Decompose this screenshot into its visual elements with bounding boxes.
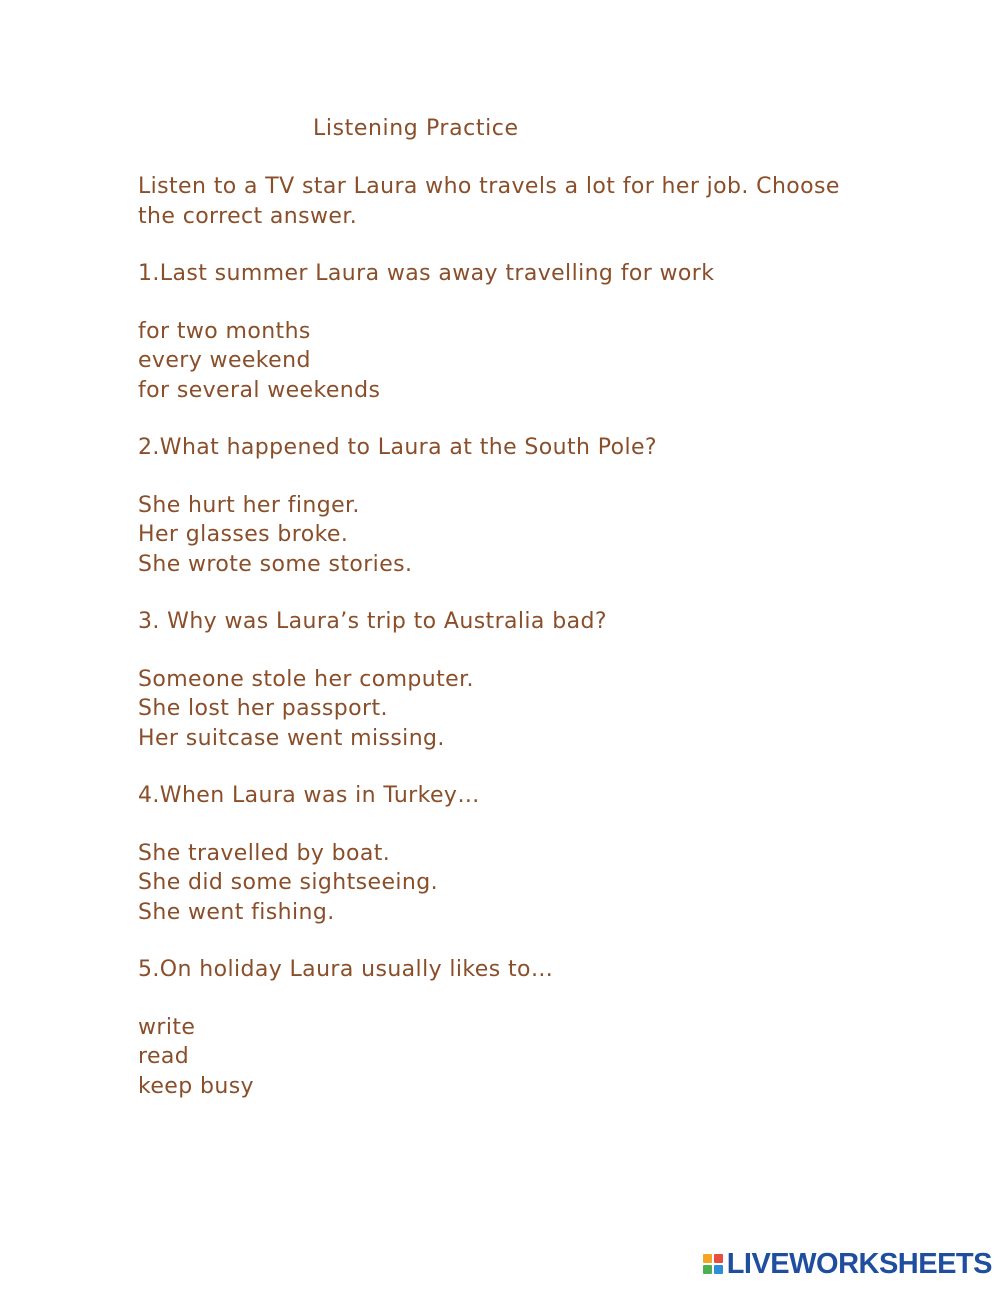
answer-option[interactable]: read — [138, 1044, 190, 1069]
answer-option[interactable]: She wrote some stories. — [138, 551, 413, 577]
logo-square — [714, 1265, 723, 1274]
question-text: 1.Last summer Laura was away travelling for work — [138, 261, 715, 286]
answer-options — [138, 317, 858, 406]
question-block — [138, 955, 858, 1101]
answer-option[interactable]: She lost her passport. — [138, 696, 388, 721]
liveworksheets-logo[interactable] — [703, 1249, 992, 1279]
answer-option[interactable]: She did some sightseeing. — [138, 870, 439, 895]
question-text: 3. Why was Laura’s trip to Australia bad? — [138, 609, 607, 634]
answer-option[interactable]: write — [138, 1014, 196, 1040]
question-text: 4.When Laura was in Turkey… — [138, 783, 480, 808]
answer-option[interactable]: Someone stole her computer. — [138, 666, 474, 692]
answer-option[interactable]: Her suitcase went missing. — [138, 725, 445, 751]
answer-options — [138, 839, 858, 928]
brand-name: LIVEWORKSHEETS — [726, 1248, 992, 1280]
answer-option[interactable]: Her glasses broke. — [138, 522, 349, 547]
question-text: 5.On holiday Laura usually likes to… — [138, 957, 554, 982]
answer-option[interactable]: every weekend — [138, 348, 311, 373]
question-block — [138, 781, 858, 927]
instructions-text: Listen to a TV star Laura who travels a lot for her job. Choose the correct answer. — [138, 174, 840, 229]
question-block — [138, 259, 858, 405]
logo-square — [714, 1254, 723, 1263]
logo-square — [703, 1254, 712, 1263]
answer-options — [138, 665, 858, 754]
question-text: 2.What happened to Laura at the South Pole? — [138, 435, 657, 460]
answer-option[interactable]: She hurt her finger. — [138, 492, 360, 518]
answer-option[interactable]: keep busy — [138, 1073, 254, 1099]
page-title: Listening Practice — [313, 116, 519, 141]
liveworksheets-logo-icon — [703, 1254, 723, 1274]
question-block — [138, 607, 858, 753]
logo-square — [703, 1265, 712, 1274]
answer-option[interactable]: for two months — [138, 318, 311, 344]
question-block — [138, 433, 858, 579]
answer-options — [138, 491, 858, 580]
answer-option[interactable]: She went fishing. — [138, 899, 335, 925]
worksheet-content — [138, 172, 858, 1129]
answer-option[interactable]: She travelled by boat. — [138, 840, 391, 866]
answer-option[interactable]: for several weekends — [138, 377, 381, 403]
answer-options — [138, 1013, 858, 1102]
